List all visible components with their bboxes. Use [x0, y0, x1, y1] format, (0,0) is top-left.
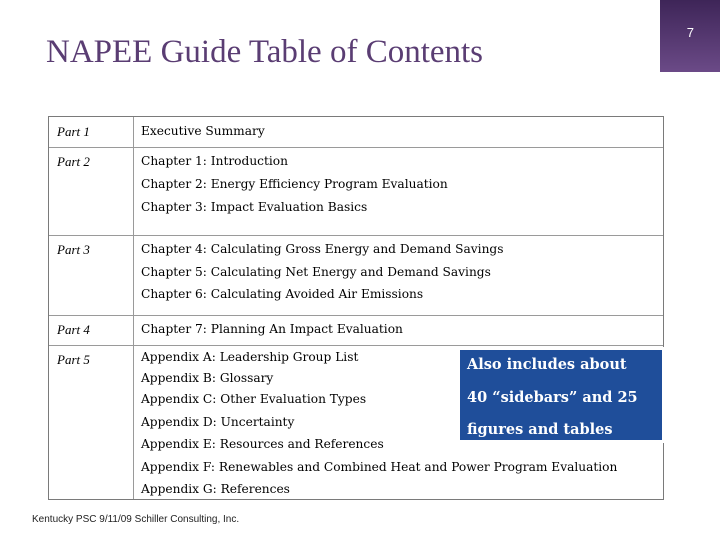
toc-item: Appendix F: Renewables and Combined Heat and Power Program Evaluation — [141, 460, 618, 474]
part-label: Part 5 — [57, 352, 90, 367]
slide-number-badge — [660, 0, 720, 72]
toc-item: Appendix E: Resources and References — [141, 437, 384, 451]
part-label: Part 3 — [57, 242, 90, 257]
toc-row-part-2 — [49, 147, 663, 236]
toc-row-part-4 — [49, 315, 663, 346]
part-label: Part 4 — [57, 322, 90, 337]
slide-number: 7 — [686, 25, 694, 40]
toc-item: Appendix C: Other Evaluation Types — [141, 392, 367, 406]
toc-item: Chapter 4: Calculating Gross Energy and Demand Savings — [141, 242, 504, 256]
toc-item: Appendix A: Leadership Group List — [141, 350, 359, 364]
slide-title: NAPEE Guide Table of Contents — [46, 34, 484, 70]
part-label: Part 1 — [57, 124, 90, 139]
toc-item: Appendix B: Glossary — [141, 371, 274, 385]
toc-item: Executive Summary — [141, 124, 265, 138]
toc-item: Appendix D: Uncertainty — [141, 415, 295, 429]
callout-box — [457, 347, 665, 443]
toc-item: Chapter 1: Introduction — [141, 154, 288, 168]
callout-line: 40 “sidebars” and 25 — [463, 388, 642, 407]
callout-line: figures and tables — [463, 420, 617, 439]
part-label: Part 2 — [57, 154, 90, 169]
toc-item: Chapter 3: Impact Evaluation Basics — [141, 200, 368, 214]
toc-item: Appendix G: References — [141, 482, 290, 496]
toc-item: Chapter 5: Calculating Net Energy and Demand Savings — [141, 265, 491, 279]
toc-item: Chapter 2: Energy Efficiency Program Evaluation — [141, 177, 448, 191]
footer-text: Kentucky PSC 9/11/09 Schiller Consulting, Inc. — [32, 514, 240, 525]
callout-line: Also includes about — [463, 355, 631, 374]
toc-row-part-3 — [49, 235, 663, 316]
toc-row-part-1 — [49, 117, 663, 148]
toc-item: Chapter 6: Calculating Avoided Air Emissions — [141, 287, 424, 301]
toc-item: Chapter 7: Planning An Impact Evaluation — [141, 322, 403, 336]
